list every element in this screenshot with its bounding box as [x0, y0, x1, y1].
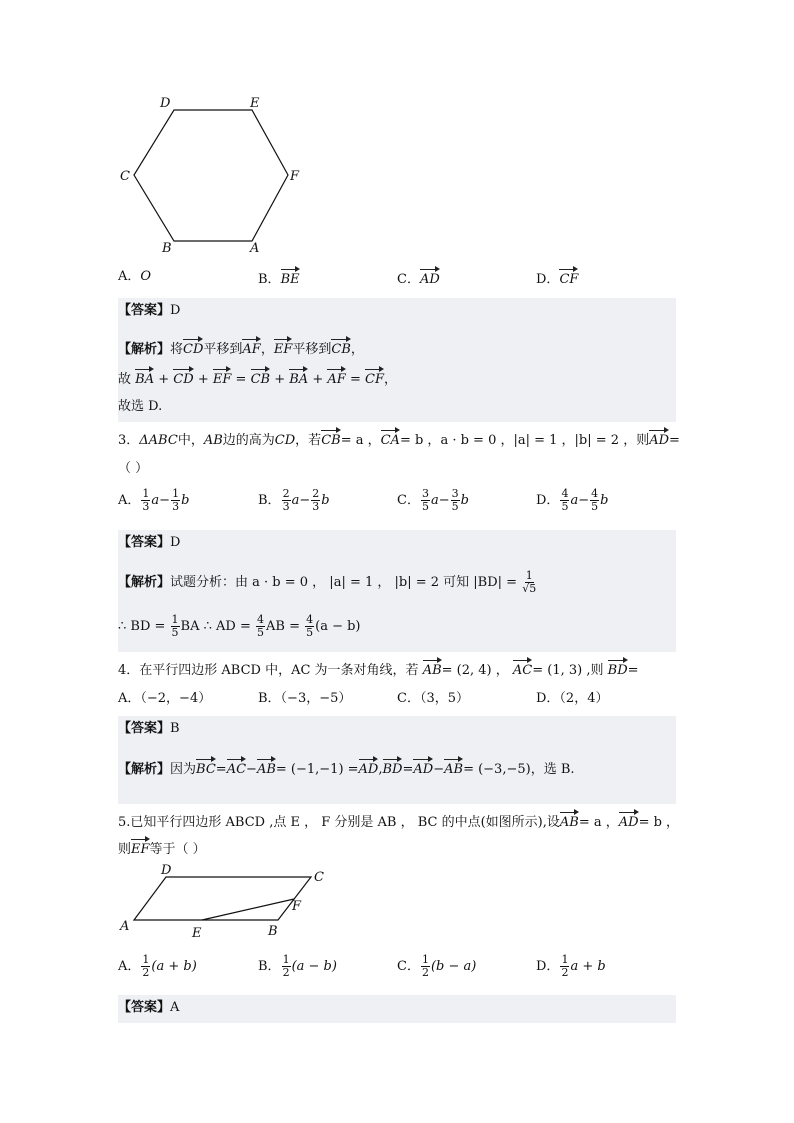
vector: BD: [383, 758, 403, 779]
expression: (a − b): [291, 959, 337, 974]
text: ，: [350, 342, 364, 357]
fraction: [311, 488, 320, 513]
numerator: 1: [421, 953, 429, 966]
vector: BA: [135, 368, 154, 389]
text: BA ∴ AD =: [180, 619, 251, 634]
vector: EF: [213, 368, 232, 389]
q5-stem-line2: [118, 838, 206, 859]
vector-b: b: [600, 493, 609, 508]
operator: −: [438, 493, 450, 508]
fraction: [171, 614, 180, 639]
para-label-A: A: [120, 919, 130, 934]
text: CD: [274, 433, 296, 448]
fraction: [590, 488, 599, 513]
q3-analysis-line2: [118, 614, 361, 639]
vector-a: a: [430, 493, 439, 508]
text: 等于（ ）: [149, 842, 206, 857]
operator: −: [299, 493, 311, 508]
text: = a ，: [578, 815, 619, 830]
para-label-F: F: [292, 899, 302, 914]
q5-stem-line1: [118, 811, 679, 832]
fraction: [421, 488, 430, 513]
text: =: [402, 762, 414, 777]
numerator: 1: [142, 953, 150, 966]
option-value: O: [140, 269, 152, 284]
text: =: [627, 663, 639, 678]
text: 故: [118, 372, 132, 387]
numerator: 1: [282, 953, 290, 966]
hex-label-A: A: [250, 241, 260, 256]
vector: AC: [513, 659, 532, 680]
text: 中，: [177, 433, 204, 448]
vector: CA: [381, 429, 400, 450]
vector: CB: [251, 368, 271, 389]
vector-a: a: [570, 493, 579, 508]
operator: −: [578, 493, 590, 508]
vector: CF: [365, 368, 384, 389]
text: 则: [118, 842, 132, 857]
text: = (1, 3) ,则: [532, 663, 604, 678]
text: 平移到: [203, 342, 243, 357]
denominator: 5: [306, 626, 314, 639]
vector: BD: [608, 659, 628, 680]
text: ΔABC: [139, 433, 178, 448]
numerator: 1: [172, 487, 180, 500]
numerator: 4: [561, 487, 569, 500]
q2-analysis-line2: [118, 368, 397, 389]
vector-a: a: [151, 493, 160, 508]
answer-value: D: [170, 535, 181, 550]
option-label: B．: [258, 493, 281, 508]
vector-a: a: [291, 493, 300, 508]
text: 边的高为: [222, 433, 275, 448]
text: ∴ BD =: [118, 619, 166, 634]
fraction: [560, 954, 569, 979]
text: AB =: [266, 619, 300, 634]
text: = (−3,−5): [463, 762, 531, 777]
option-label: C．: [397, 959, 420, 974]
text: AB: [203, 433, 223, 448]
text: +: [158, 372, 170, 387]
text: = b ，: [638, 815, 680, 830]
q5-answer: [118, 999, 179, 1017]
text: |b| = 2 ，则: [574, 433, 650, 448]
fraction: [421, 954, 430, 979]
q3-option-c: [397, 488, 469, 513]
hex-label-F: F: [290, 169, 300, 184]
q4-option-c: C．（3，5）: [397, 691, 469, 706]
text: = a ，: [340, 433, 381, 448]
option-label: D．: [536, 493, 560, 508]
text: 平移到: [292, 342, 332, 357]
para-label-D: D: [161, 863, 172, 878]
q4-stem: [118, 659, 639, 680]
option-label: A．: [118, 493, 141, 508]
q2-analysis-line1: [118, 338, 364, 359]
fraction: [171, 488, 180, 513]
fraction: [141, 954, 150, 979]
numerator: 1: [525, 569, 533, 582]
text: a · b = 0 ，: [440, 433, 514, 448]
vector: AB: [560, 811, 579, 832]
text: 因为: [170, 762, 197, 777]
vector: CD: [173, 368, 193, 389]
q2-analysis-line3: 故选 D.: [118, 399, 163, 414]
denominator: 3: [282, 500, 290, 513]
vector: AD: [359, 758, 379, 779]
q4-analysis: [118, 758, 575, 779]
vector-b: b: [321, 493, 330, 508]
denominator: 5: [451, 500, 459, 513]
q2-option-c: [397, 268, 440, 289]
question-number: 3．: [118, 433, 140, 448]
vector: AD: [619, 811, 639, 832]
vector: BC: [196, 758, 216, 779]
text: ，若: [295, 433, 322, 448]
text: (a − b): [315, 619, 361, 634]
q2-answer-box: [118, 298, 676, 422]
q5-option-d: [536, 954, 606, 979]
numerator: 2: [282, 487, 290, 500]
text: |a| = 1 ，: [513, 433, 575, 448]
parallelogram-figure: [116, 862, 336, 942]
q3-paren: （ ）: [118, 461, 149, 476]
hex-label-B: B: [162, 241, 172, 256]
numerator: 4: [257, 613, 265, 626]
text: = (2, 4) ，: [441, 663, 509, 678]
denominator: 2: [421, 966, 429, 979]
fraction: [282, 488, 291, 513]
q5-option-c: [397, 954, 476, 979]
hex-label-D: D: [160, 96, 171, 111]
text: +: [312, 372, 324, 387]
vector: AF: [242, 338, 260, 359]
q2-answer: [118, 302, 180, 320]
answer-label: 【答案】: [118, 535, 171, 550]
fraction: [560, 488, 569, 513]
denominator: 3: [172, 500, 180, 513]
text: +: [197, 372, 209, 387]
q2-option-d: [536, 268, 578, 289]
expression: (b − a): [430, 959, 477, 974]
q4-option-b: B．（−3，−5）: [258, 691, 352, 706]
option-value: BE: [281, 268, 300, 289]
text: 试题分析：由 a · b = 0 ， |a| = 1 ， |b| = 2 可知 |BD| =: [170, 575, 518, 590]
fraction: [451, 488, 460, 513]
numerator: 1: [142, 487, 150, 500]
q2-option-a: [118, 268, 151, 286]
option-label: A．: [118, 269, 141, 284]
text: 5.已知平行四边形 ABCD ,点 E ， F 分别是 AB ， BC 的中点(如图所示),设: [118, 815, 560, 830]
text: = (−1,−1) =: [275, 762, 359, 777]
analysis-label: 【解析】: [118, 762, 171, 777]
q4-option-d: D．（2，4）: [536, 691, 609, 706]
vector: EF: [274, 338, 293, 359]
text: =: [235, 372, 247, 387]
answer-value: B: [170, 721, 180, 736]
answer-label: 【答案】: [118, 721, 171, 736]
q3-option-d: [536, 488, 608, 513]
expression: (a + b): [151, 959, 197, 974]
para-label-C: C: [314, 870, 324, 885]
denominator: √5: [522, 582, 537, 595]
text: 4．在平行四边形 ABCD 中，AC 为一条对角线，若: [118, 663, 419, 678]
vector: BA: [289, 368, 308, 389]
numerator: 3: [451, 487, 459, 500]
vector: CB: [321, 429, 341, 450]
denominator: 3: [312, 500, 320, 513]
vector: AD: [413, 758, 433, 779]
q3-option-a: [118, 488, 189, 513]
q3-option-b: [258, 488, 330, 513]
option-label: D．: [536, 959, 560, 974]
numerator: 4: [306, 613, 314, 626]
text: = b ，: [399, 433, 441, 448]
q5-option-a: [118, 954, 197, 979]
option-value: CF: [559, 268, 578, 289]
para-label-E: E: [192, 926, 202, 941]
vector: CD: [183, 338, 203, 359]
text: 将: [170, 342, 184, 357]
fraction: [305, 614, 314, 639]
text: ，选 B.: [530, 762, 575, 777]
operator: −: [159, 493, 171, 508]
denominator: 5: [591, 500, 599, 513]
option-label: C．: [397, 272, 420, 287]
option-value: AD: [420, 268, 440, 289]
para-label-B: B: [268, 924, 278, 939]
denominator: 5: [421, 500, 429, 513]
denominator: 5: [257, 626, 265, 639]
fraction: [141, 488, 150, 513]
option-label: D．: [536, 272, 560, 287]
numerator: 4: [591, 487, 599, 500]
vector: AD: [649, 429, 669, 450]
fraction: [522, 570, 536, 595]
text: ，: [260, 342, 274, 357]
vector: AC: [227, 758, 246, 779]
q4-option-a: A．（−2，−4）: [118, 691, 212, 706]
text: =: [669, 433, 680, 448]
analysis-label: 【解析】: [118, 342, 171, 357]
text: −: [433, 762, 445, 777]
vector-b: b: [181, 493, 190, 508]
answer-value: A: [170, 1000, 180, 1015]
fraction: [282, 954, 291, 979]
q4-answer: [118, 720, 180, 738]
denominator: 2: [282, 966, 290, 979]
vector: EF: [131, 838, 150, 859]
text: ,: [378, 762, 383, 777]
text: ，: [383, 372, 397, 387]
q3-analysis-line1: [118, 570, 537, 595]
answer-label: 【答案】: [118, 303, 171, 318]
denominator: 5: [171, 626, 179, 639]
denominator: 2: [142, 966, 150, 979]
fraction: [256, 614, 265, 639]
numerator: 2: [312, 487, 320, 500]
expression: a + b: [570, 959, 606, 974]
denominator: 5: [561, 500, 569, 513]
numerator: 3: [421, 487, 429, 500]
answer-label: 【答案】: [118, 1000, 171, 1015]
option-label: C．: [397, 493, 420, 508]
vector: AB: [444, 758, 463, 779]
denominator: 3: [142, 500, 150, 513]
denominator: 2: [561, 966, 569, 979]
option-label: B．: [258, 272, 281, 287]
option-label: A．: [118, 959, 141, 974]
text: =: [215, 762, 227, 777]
numerator: 1: [171, 613, 179, 626]
vector-b: b: [460, 493, 469, 508]
q5-option-b: [258, 954, 337, 979]
hex-label-C: C: [120, 169, 130, 184]
numerator: 1: [561, 953, 569, 966]
text: =: [349, 372, 361, 387]
option-label: B．: [258, 959, 281, 974]
hex-label-E: E: [250, 96, 260, 111]
q3-stem: [118, 429, 680, 450]
answer-value: D: [170, 303, 181, 318]
vector: CB: [331, 338, 351, 359]
analysis-label: 【解析】: [118, 575, 171, 590]
vector: AF: [327, 368, 345, 389]
vector: AB: [423, 659, 442, 680]
q3-answer: [118, 534, 180, 552]
hexagon-figure: [112, 92, 312, 257]
text: +: [274, 372, 286, 387]
text: −: [246, 762, 257, 777]
q2-option-b: [258, 268, 300, 289]
q5-answer-box: [118, 995, 676, 1023]
vector: AB: [257, 758, 276, 779]
